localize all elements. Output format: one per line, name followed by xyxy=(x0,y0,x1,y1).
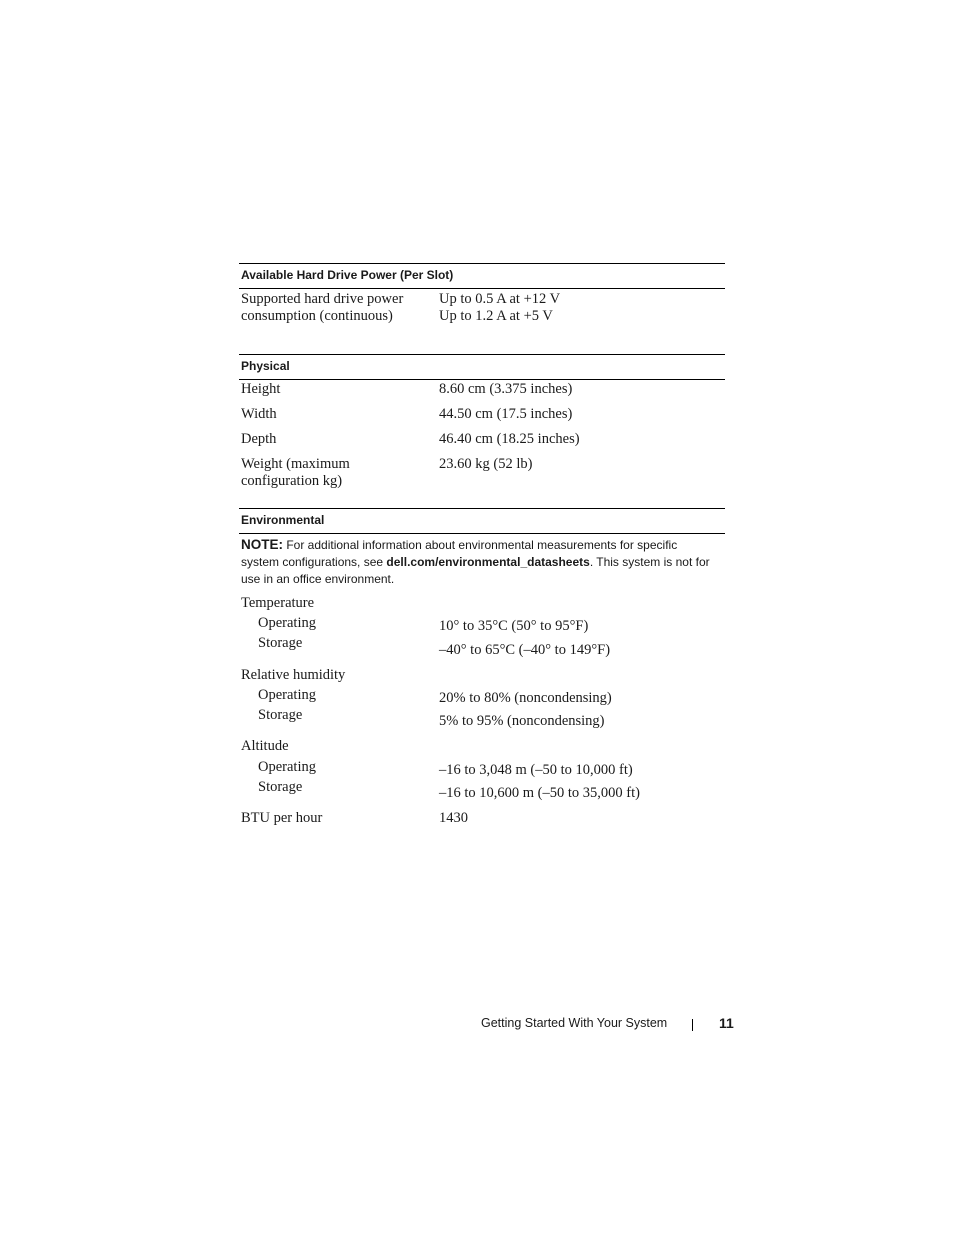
environmental-note xyxy=(241,536,711,588)
physical-section-header: Physical xyxy=(239,354,725,380)
height-value: 8.60 cm (3.375 inches) xyxy=(439,381,573,397)
power-section-header: Available Hard Drive Power (Per Slot) xyxy=(239,263,725,289)
width-label: Width xyxy=(241,406,277,422)
btu-label: BTU per hour xyxy=(241,810,323,826)
environmental-section-header: Environmental xyxy=(239,508,725,534)
height-label: Height xyxy=(241,381,281,397)
altitude-label: Altitude xyxy=(241,738,289,754)
weight-label-line2: configuration kg) xyxy=(241,473,343,489)
humidity-storage-value: 5% to 95% (noncondensing) xyxy=(439,713,605,729)
humidity-operating-label: Operating xyxy=(258,687,316,703)
power-label-line2: consumption (continuous) xyxy=(241,308,393,324)
footer-title: Getting Started With Your System xyxy=(481,1016,668,1030)
footer-separator xyxy=(692,1019,693,1031)
note-text-1: For additional information about environmental measurements for specific system configurations, see xyxy=(241,538,678,569)
humidity-operating-value: 20% to 80% (noncondensing) xyxy=(439,690,612,706)
altitude-operating-value: –16 to 3,048 m (–50 to 10,000 ft) xyxy=(439,762,633,778)
weight-label-line1: Weight (maximum xyxy=(241,456,350,472)
temperature-label: Temperature xyxy=(241,595,315,611)
depth-label: Depth xyxy=(241,431,277,447)
note-link[interactable]: dell.com/environmental_datasheets xyxy=(386,555,590,569)
humidity-label: Relative humidity xyxy=(241,667,346,683)
weight-value: 23.60 kg (52 lb) xyxy=(439,456,533,472)
depth-value: 46.40 cm (18.25 inches) xyxy=(439,431,580,447)
altitude-operating-label: Operating xyxy=(258,759,316,775)
temperature-operating-label: Operating xyxy=(258,615,316,631)
power-label-line1: Supported hard drive power xyxy=(241,291,404,307)
page-number: 11 xyxy=(719,1015,734,1031)
temperature-storage-label: Storage xyxy=(258,635,303,651)
temperature-operating-value: 10° to 35°C (50° to 95°F) xyxy=(439,618,589,634)
altitude-storage-value: –16 to 10,600 m (–50 to 35,000 ft) xyxy=(439,785,640,801)
width-value: 44.50 cm (17.5 inches) xyxy=(439,406,573,422)
note-label: NOTE: xyxy=(241,537,283,552)
humidity-storage-label: Storage xyxy=(258,707,303,723)
note-text-2: . This system is not for use in an office environment. xyxy=(241,555,710,586)
power-value-line1: Up to 0.5 A at +12 V xyxy=(439,291,561,307)
btu-value: 1430 xyxy=(439,810,468,826)
altitude-storage-label: Storage xyxy=(258,779,303,795)
power-value-line2: Up to 1.2 A at +5 V xyxy=(439,308,553,324)
temperature-storage-value: –40° to 65°C (–40° to 149°F) xyxy=(439,642,611,658)
